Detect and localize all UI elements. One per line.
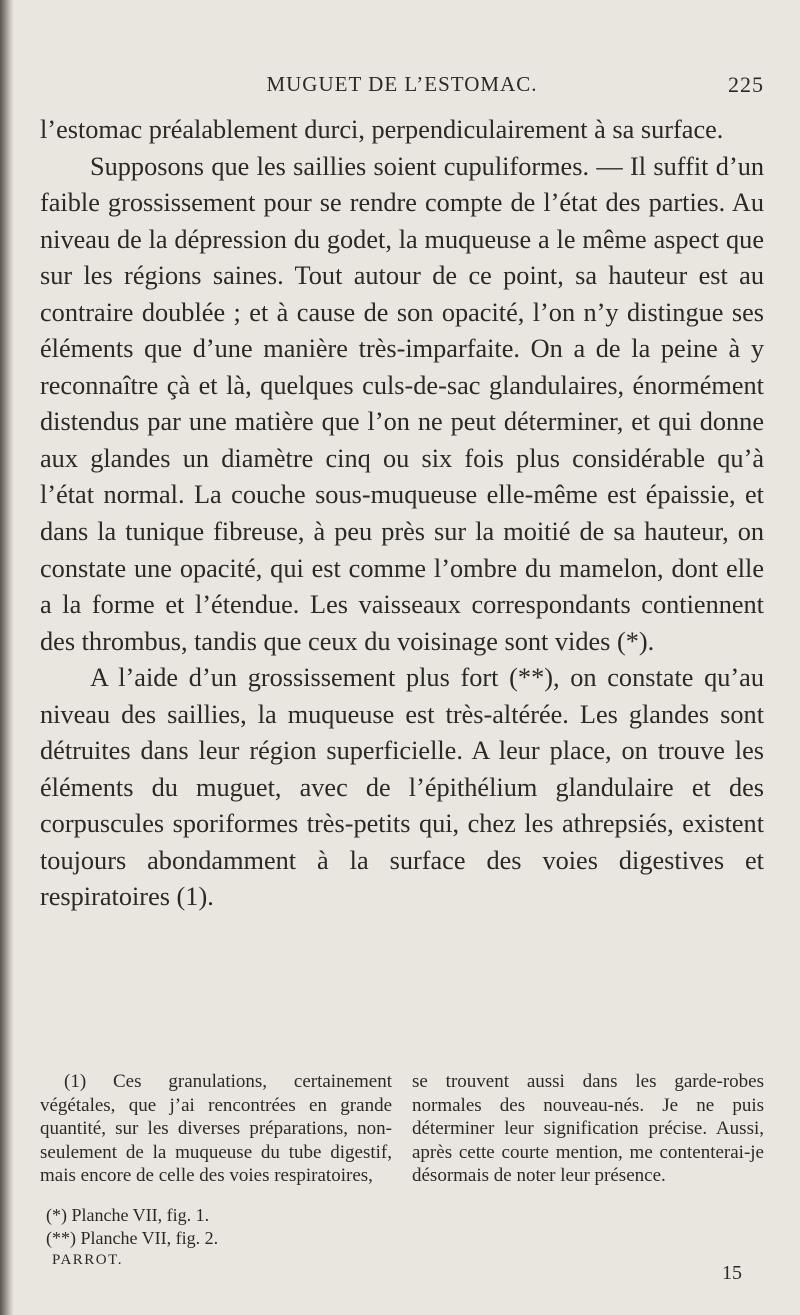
paragraph-2: Supposons que les saillies soient cupuliformes. — Il suffit d’un faible grossissement pour se rendre compte de l’état des parties. Au niveau de la dépression du godet, la muqueuse a le même aspect que sur les régions saines. Tout autour de ce point, sa hauteur est au contraire doublée ; et à cause de son opacité, l’on n’y distingue ses éléments que d’une manière très-imparfaite. On a de la peine à y reconnaître çà et là, quelques culs-de-sac glandulaires, énormément distendus par une matière que l’on ne peut déterminer, et qui donne aux glandes un diamètre cinq ou six fois plus considérable qu’à l’état normal. La couche sous-muqueuse elle-même est épaissie, et dans la tunique fibreuse, à peu près sur la moitié de sa hauteur, on constate une opacité, qui est comme l’ombre du mamelon, dont elle a la forme et l’étendue. Les vaisseaux correspondants contiennent des thrombus, tandis que ceux du voisinage sont vides (*). — [40, 151, 764, 656]
footnote — [40, 1070, 764, 1188]
footnote-left-column: (1) Ces granulations, certainement végétales, que j’ai rencontrées en grande quantité, sur les diverses préparations, non-seulement de la muqueuse du tube digestif, mais encore de celle des voies respiratoires, — [40, 1071, 392, 1186]
plate-reference: (**) Planche VII, fig. 2. — [46, 1227, 219, 1248]
main-text — [40, 112, 764, 916]
paragraph-3: A l’aide d’un grossissement plus fort (**), on constate qu’au niveau des saillies, la muqueuse est très-altérée. Les glandes sont détruites dans leur région superficielle. A leur place, on trouve les éléments du muguet, avec de l’épithélium glandulaire et des corpuscules sporiformes très-petits qui, chez les athrepsiés, existent toujours abondamment à la surface des voies digestives et respiratoires (1). — [40, 663, 764, 912]
footnote-right-column: se trouvent aussi dans les garde-robes normales des nouveau-nés. Je ne puis déterminer leur signification précise. Aussi, après cette courte mention, me contenterai-je désormais de noter leur présence. — [412, 1071, 764, 1186]
book-binding-edge — [0, 0, 14, 1315]
running-title: MUGUET DE L’ESTOMAC. — [266, 72, 538, 96]
plate-references — [40, 1204, 764, 1272]
sheet-signature: 15 — [722, 1262, 742, 1284]
paragraph-1: l’estomac préalablement durci, perpendiculairement à sa surface. — [40, 115, 724, 144]
printer-mark: PARROT. — [52, 1252, 123, 1268]
page-header — [40, 72, 764, 102]
page-number: 225 — [728, 72, 764, 97]
plate-reference: (*) Planche VII, fig. 1. — [46, 1205, 210, 1225]
